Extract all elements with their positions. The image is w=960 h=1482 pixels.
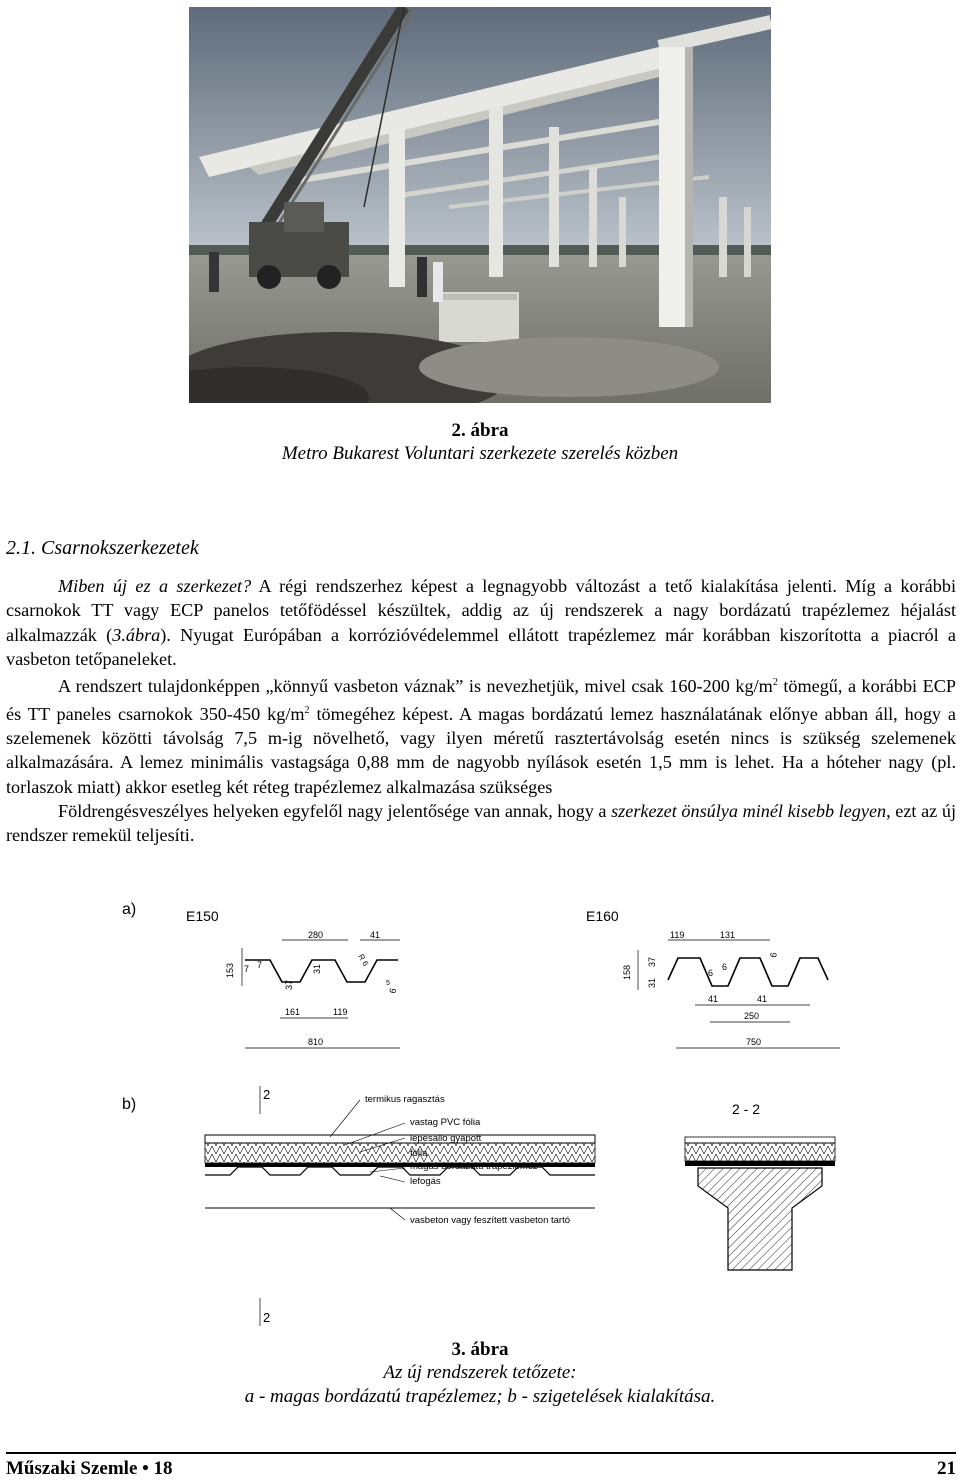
figure-3-line1: Az új rendszerek tetőzete:	[383, 1362, 577, 1383]
e150-dim-153: 153	[225, 962, 235, 978]
figure-3-line2: a - magas bordázatú trapézlemez; b - szigetelések kialakítása.	[244, 1386, 716, 1407]
e150-dim-lines	[242, 940, 400, 1048]
p3-b: , ezt az új rendszer remekül teljesíti.	[6, 800, 956, 846]
e160-profile	[668, 958, 828, 986]
page-footer	[6, 1452, 956, 1480]
p2-a: A rendszert tulajdonképpen „könnyű vasbeton váznak” is nevezhetjük, mivel csak 160-200 kg/m	[58, 676, 773, 697]
e150-dim-280: 280	[308, 930, 324, 940]
photo-image	[189, 7, 771, 403]
section-heading: 2.1. Csarnokszerkezetek	[6, 537, 199, 559]
roof-diagram	[0, 890, 960, 1330]
e150-dim-r6: R 6	[356, 952, 371, 968]
e160-dim-750: 750	[746, 1037, 762, 1047]
figure-2-title: Metro Bukarest Voluntari szerkezete szerelés közben	[281, 443, 679, 464]
e150-dim-810: 810	[308, 1037, 324, 1047]
p2-sup1: 2	[772, 677, 778, 689]
figure-3-number: 3. ábra	[451, 1339, 509, 1360]
layer-label-1: termikus ragasztás	[365, 1094, 445, 1105]
layer-label-3: lépésálló gyapott	[410, 1133, 482, 1144]
footer-journal: Műszaki Szemle • 18	[6, 1458, 173, 1479]
e150-dim-41: 41	[370, 930, 381, 940]
e150-dim-37: 37	[284, 979, 294, 990]
layer-label-4: fólia	[410, 1148, 428, 1159]
footer-page-number: 21	[937, 1458, 956, 1479]
p1-rest: A régi rendszerhez képest a legnagyobb változást a tető kialakítása jelenti. Míg a korábbi csarnokok TT vagy ECP panelos tetőfödéssel készültek, addig az új rendszerek a nagy bordázatú trapézlemez héjalást alkalmazzák (	[6, 576, 956, 645]
section-marker-bottom: 2	[263, 1310, 271, 1325]
figure-2-number: 2. ábra	[451, 420, 509, 441]
layer-label-5: magas bordázatú trapézlemez	[410, 1161, 538, 1172]
layer-label-6: lefogás	[410, 1176, 441, 1187]
e160-title: E160	[586, 908, 619, 924]
e150-dim-7a: 7	[244, 964, 250, 974]
e160-dim-41b: 41	[757, 994, 768, 1004]
beam-section	[685, 1137, 835, 1270]
e160-dim-119: 119	[670, 930, 685, 940]
e150-dim-161: 161	[285, 1007, 301, 1017]
layer-label-7: vasbeton vagy feszített vasbeton tartó	[410, 1215, 571, 1226]
p3-a: Földrengésveszélyes helyeken egyfelől nagy jelentősége van annak, hogy a	[58, 800, 612, 821]
p1-figure-ref: 3.ábra	[112, 624, 161, 645]
section-marker-top: 2	[263, 1087, 271, 1102]
e160-dim-250: 250	[744, 1011, 760, 1021]
label-b: b)	[122, 1096, 137, 1113]
e160-dim-131: 131	[720, 930, 736, 940]
label-a: a)	[122, 901, 137, 918]
p2-c: tömegéhez képest. A magas bordázatú lemez használatának előnye abban áll, hogy a szelemenek közötti távolság 7,5 m-ig növelhető, vagy ilyen méretű rasztertávolság esetén nincs is szükség szelemenek alkalmazására. A lemez minimális vastagsága 0,88 mm de nagyobb nyílások esetén 1,5 mm is lehet. Ha a hóteher nagy (pl. torlaszok miatt) akkor esetleg két réteg trapézlemez alkalmazása szükséges	[6, 703, 956, 797]
section-2-2-title: 2 - 2	[732, 1101, 761, 1117]
layer-label-2: vastag PVC fólia	[410, 1117, 481, 1128]
e160-dim-41a: 41	[708, 994, 719, 1004]
e150-dim-6: 6	[387, 987, 399, 995]
e160-dim-lines	[638, 940, 840, 1048]
e160-dim-6b: 6	[722, 962, 728, 972]
e150-dim-5: 5	[386, 980, 390, 987]
e160-dim-158: 158	[622, 964, 632, 980]
body-text	[6, 574, 956, 847]
e150-title: E150	[186, 908, 219, 924]
e150-dim-7b: 7	[257, 960, 263, 970]
paragraph-3	[6, 799, 956, 848]
e150-dim-31: 31	[312, 963, 322, 974]
p2-b: tömegű, a korábbi ECP és TT paneles csarnokok 350-450 kg/m	[6, 676, 956, 724]
paragraph-2	[6, 671, 956, 799]
e150-dim-119: 119	[333, 1007, 348, 1017]
p3-italic: szerkezet önsúlya minél kisebb legyen	[611, 800, 887, 821]
footer-rule	[6, 1452, 956, 1454]
e160-dim-6a: 6	[708, 968, 714, 978]
paragraph-1	[6, 574, 956, 671]
e160-dim-31: 31	[647, 977, 657, 988]
e160-dim-37: 37	[647, 956, 657, 967]
e160-dim-6c: 6	[768, 951, 779, 959]
p1-end: ). Nyugat Európában a korrózióvédelemmel ellátott trapézlemez már korábban kiszorította a piacról a vasbeton tetőpaneleket.	[6, 624, 956, 669]
p2-sup2: 2	[304, 704, 310, 716]
construction-photo	[189, 7, 771, 403]
p1-italic: Miben új ez a szerkezet?	[58, 576, 252, 596]
